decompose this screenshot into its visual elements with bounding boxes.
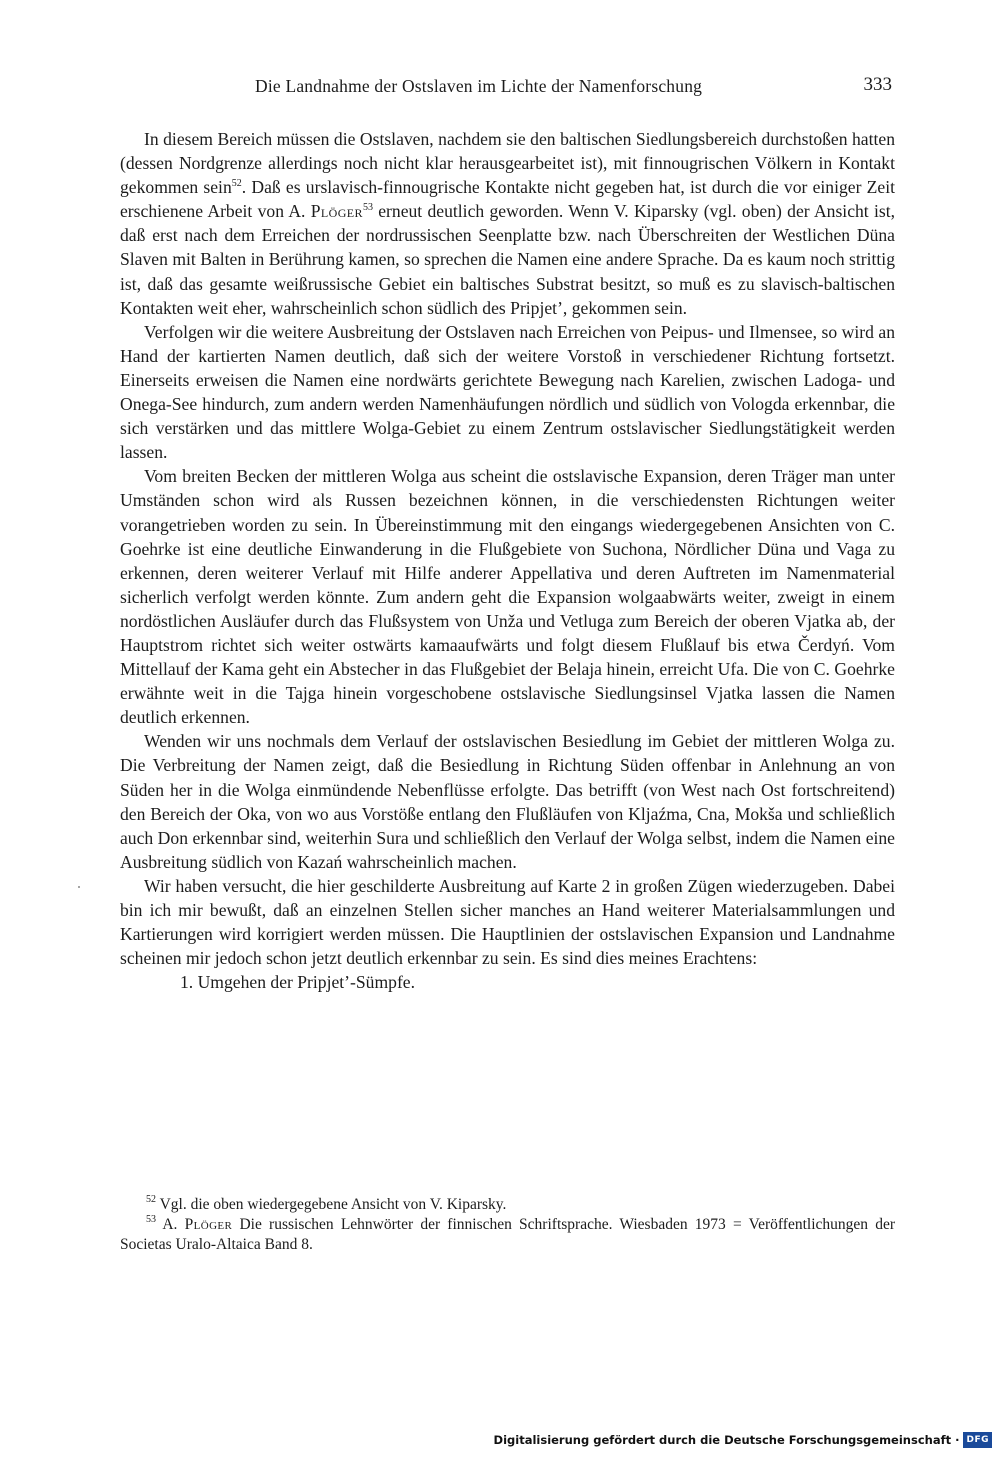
paragraph-1 [120, 127, 895, 320]
page-number: 333 [863, 74, 892, 95]
footnote-number-53: 53 [146, 1214, 156, 1225]
paragraph-1-text-a: In diesem Bereich müssen die Ostslaven, nachdem sie den baltischen Siedlungsbereich durchstoßen hatten (dessen Nordgrenze allerdings noch nicht klar herausgearbeitet ist), mit finnougrischen Völkern in Kontakt gekommen sein [120, 129, 895, 198]
paragraph-4: Wenden wir uns nochmals dem Verlauf der ostslavischen Besiedlung im Gebiet der mittleren Wolga zu. Die Verbreitung der Namen zeigt, daß die Besiedlung in Richtung Süden offenbar in Anlehnung an von Süden her in die Wolga einmündende Nebenflüsse erfolgte. Das betrifft (von West nach Ost fortschreitend) den Bereich der Oka, von wo aus Vorstöße entlang den Flußläufen von Kljaźma, Cna, Mokša und schließlich auch Don erkennbar sind, weiterhin Sura und schließlich den Verlauf der Wolga selbst, indem die Namen eine Ausbreitung südlich von Kazań wahrscheinlich machen. [120, 731, 895, 872]
footnote-52-text: Vgl. die oben wiedergegebene Ansicht von V. Kiparsky. [156, 1196, 507, 1213]
running-title: Die Landnahme der Ostslaven im Lichte der Namenforschung [255, 76, 703, 96]
scan-speck [78, 886, 80, 888]
paragraph-2: Verfolgen wir die weitere Ausbreitung der Ostslaven nach Erreichen von Peipus- und Ilmensee, so wird an Hand der kartierten Namen deutlich, daß sich der weitere Vorstoß in verschiedener Richtung fortsetzt. Einerseits erweisen die Namen eine nordwärts gerichtete Bewegung nach Karelien, zwischen Ladoga- und Onega-See hindurch, zum andern werden Namenhäufungen nördlich und südlich von Vologda erkennbar, die sich verstärken und das mittlere Wolga-Gebiet zu einem Zentrum ostslavischer Siedlungstätigkeit werden lassen. [120, 321, 895, 463]
running-header [120, 72, 892, 102]
funding-note-text: Digitalisierung gefördert durch die Deutsche Forschungsgemeinschaft · [493, 1433, 960, 1447]
paragraph-5: Wir haben versucht, die hier geschilderte Ausbreitung auf Karte 2 in großen Zügen wiederzugeben. Dabei bin ich mir bewußt, daß an einzelnen Stellen sicher manches an Hand weiterer Materialsammlungen und Kartierungen wird korrigiert werden müssen. Die Hauptlinien der ostslavischen Expansion und Landnahme scheinen mir jedoch schon jetzt deutlich erkennbar zu sein. Es sind dies meines Erachtens: [120, 875, 895, 969]
funding-note [494, 1431, 992, 1449]
footnote-53-author: Plöger [184, 1216, 233, 1233]
footnote-ref-53[interactable]: 53 [362, 202, 373, 214]
footnotes [120, 1195, 895, 1255]
footnote-52 [120, 1195, 895, 1215]
footnote-ref-52[interactable]: 52 [231, 178, 242, 190]
footnote-53-prefix: A. [156, 1216, 185, 1233]
list-item-1: 1. Umgehen der Pripjet’-Sümpfe. [180, 972, 416, 993]
footnote-number-52: 52 [146, 1194, 156, 1205]
paragraph-1-text-b: . Daß es urslavisch-finnougrische Kontakte nicht gegeben hat, ist durch die vor einiger Zeit erschienene Arbeit von A. [120, 177, 895, 222]
main-text [120, 127, 895, 994]
footnote-53-text: Die russischen Lehnwörter der finnischen Schriftsprache. Wiesbaden 1973 = Veröffentlichungen der Societas Uralo-Altaica Band 8. [120, 1216, 895, 1253]
dfg-logo-icon: DFG [963, 1432, 992, 1448]
author-name-ploeger: Plöger [310, 201, 363, 222]
paragraph-1-text-c: erneut deutlich geworden. Wenn V. Kiparsky (vgl. oben) der Ansicht ist, daß erst nach dem Erreichen der nordrussischen Seenplatte bzw. nach Überschreiten der Westlichen Düna Slaven mit Balten in Berührung kamen, so sprechen die Namen eine andere Sprache. Da es kaum noch strittig ist, daß das gesamte weißrussische Gebiet ein baltisches Substrat besitzt, so muß es zu slavisch-baltischen Kontakten weit eher, wahrscheinlich schon südlich des Pripjet’, gekommen sein. [120, 201, 896, 318]
footnote-53 [120, 1215, 895, 1255]
paragraph-3: Vom breiten Becken der mittleren Wolga aus scheint die ostslavische Expansion, deren Träger man unter Umständen schon wird als Russen bezeichnen können, in die verschiedensten Richtungen weiter vorangetrieben worden zu sein. In Übereinstimmung mit den eingangs wiedergegebenen Ansichten von C. Goehrke ist eine deutliche Einwanderung in die Flußgebiete von Suchona, Nördlicher Düna und Vaga zu erkennen, deren weiterer Verlauf mit Hilfe anderer Appellativa und deren Auftreten im Namenmaterial sicherlich verfolgt werden könnte. Zum andern geht die Expansion wolgaabwärts weiter, zweigt in einem nordöstlichen Ausläufer durch das Flußsystem von Unža und Vetluga zum Bereich der oberen Vjatka ab, der Hauptstrom richtet sich weiter ostwärts kamaaufwärts und folgt diesem Flußlauf bis etwa Čerdyń. Vom Mittellauf der Kama geht ein Abstecher in das Flußgebiet der Belaja hinein, erreicht Ufa. Die von C. Goehrke erwähnte weit in die Tajga hinein vorgeschobene ostslavische Siedlungsinsel Vjatka lassen die Namen deutlich erkennen. [120, 466, 895, 728]
